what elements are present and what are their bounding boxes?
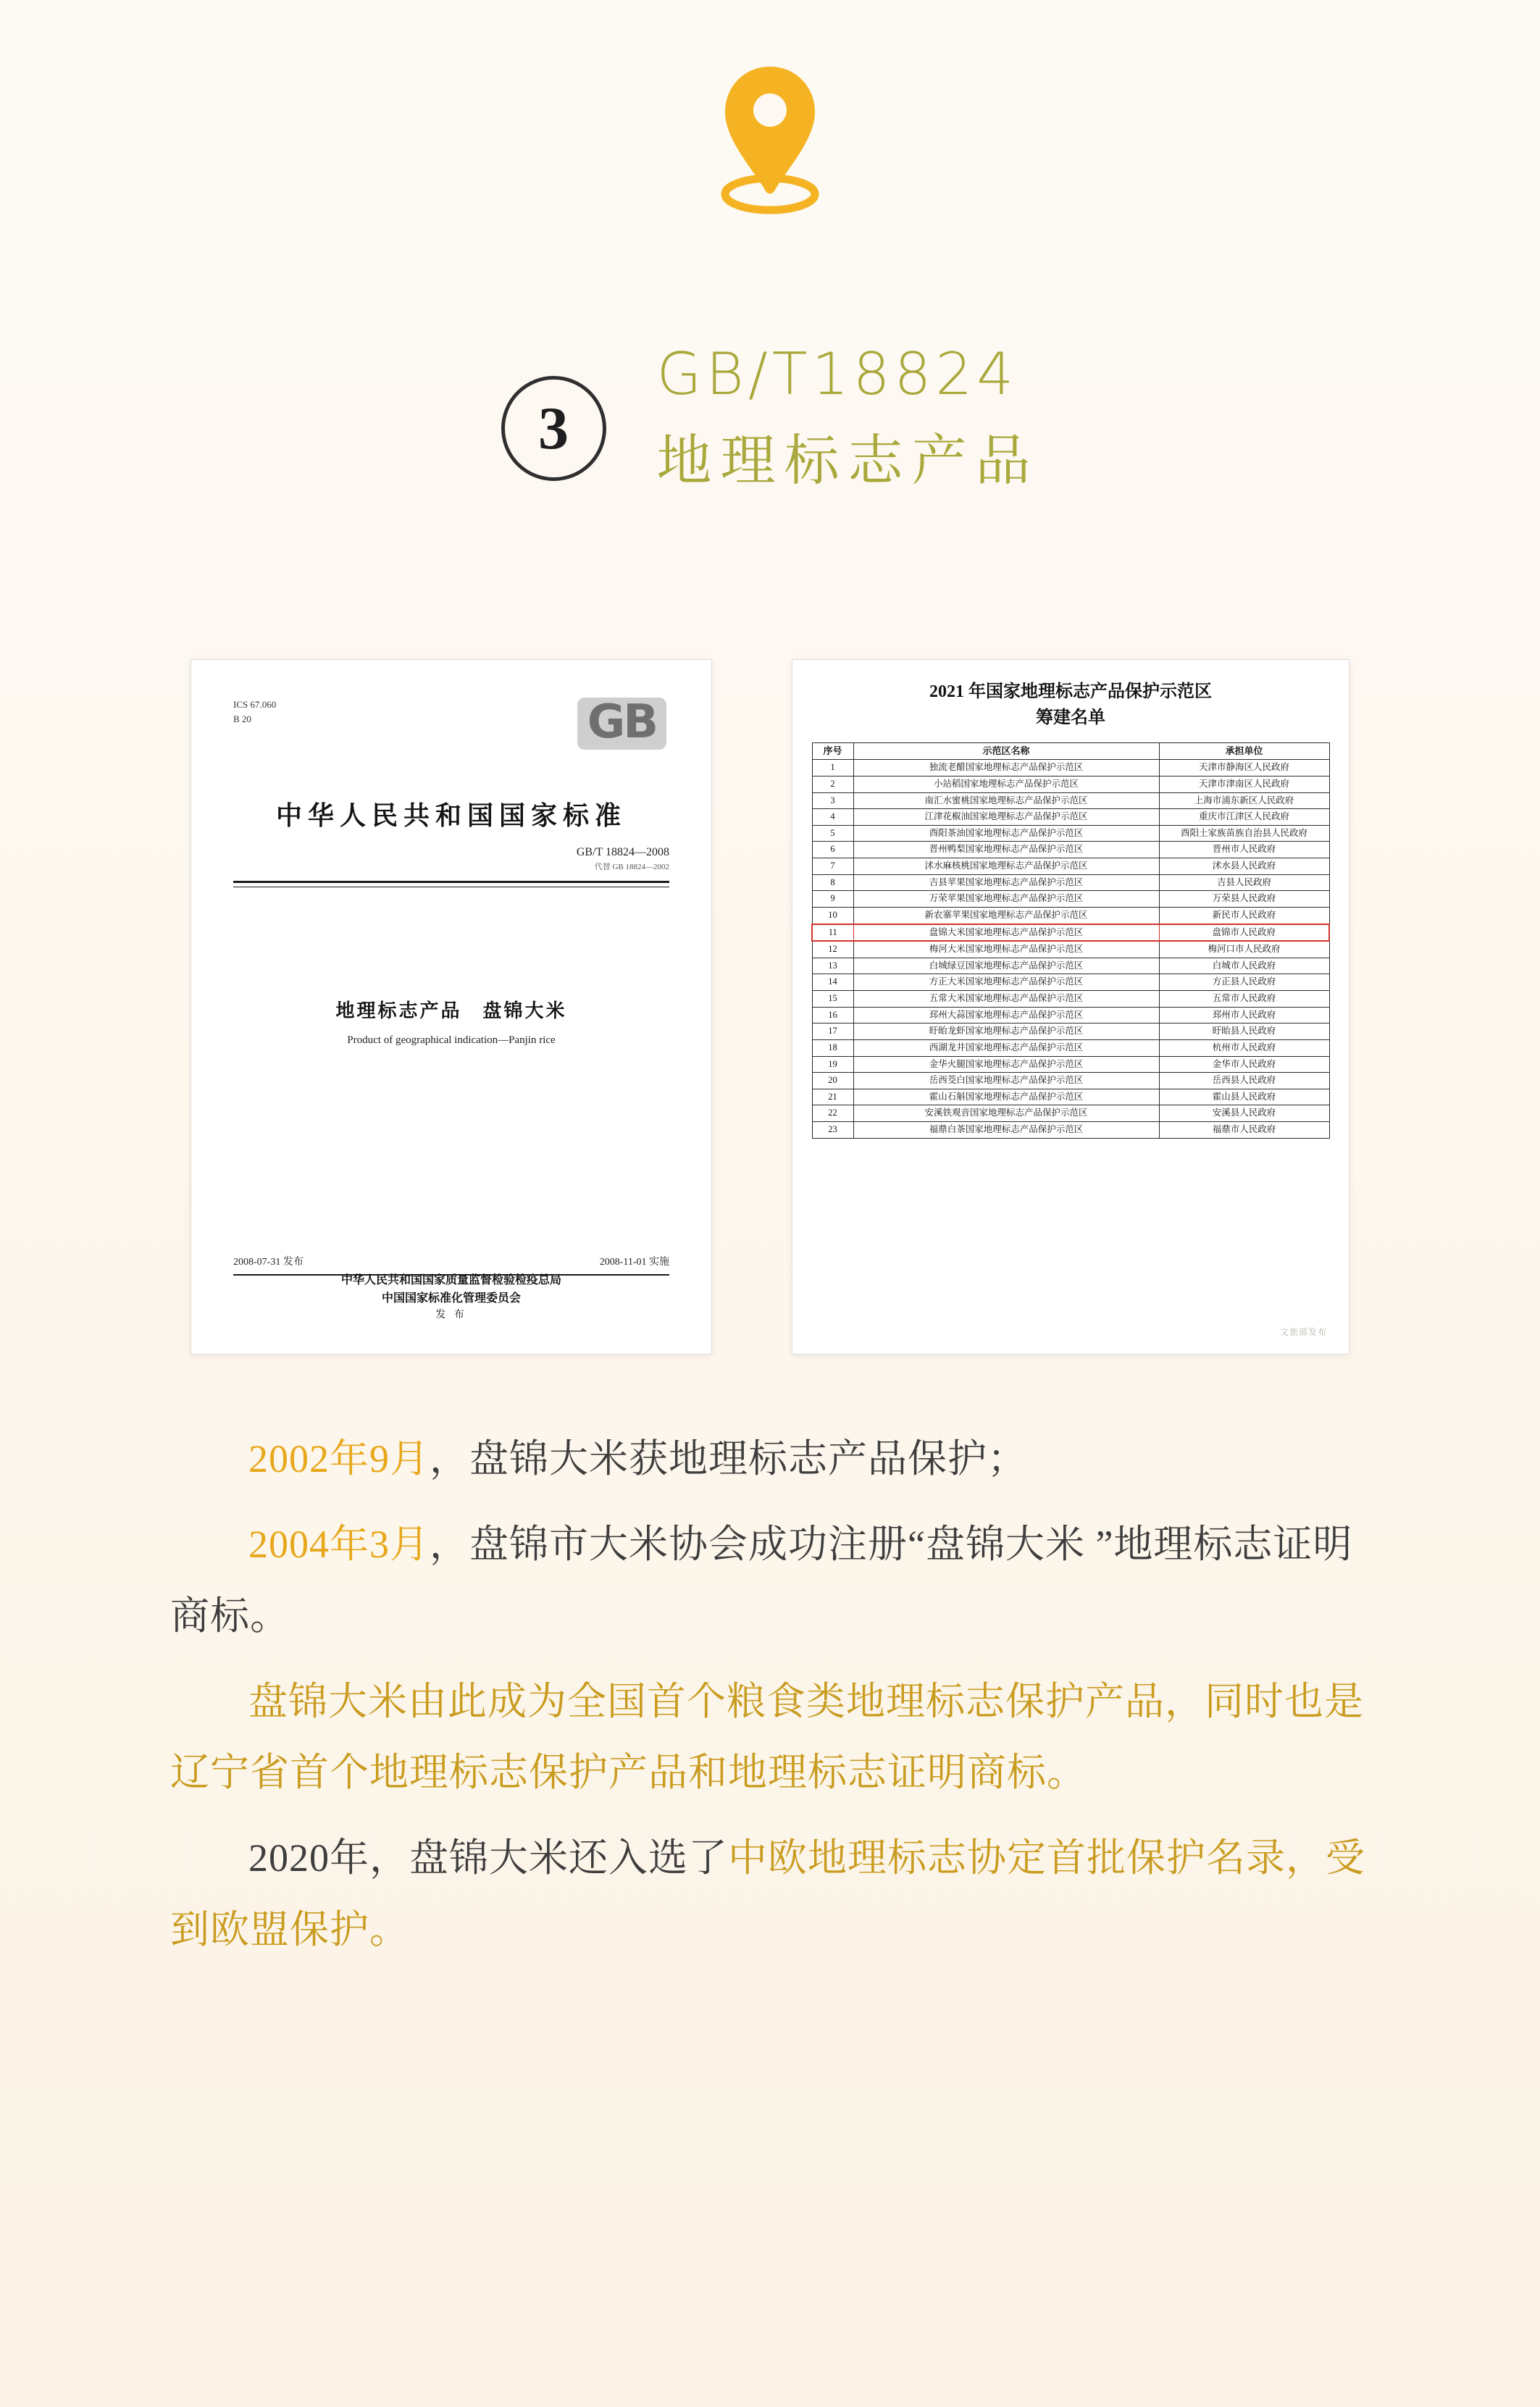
list-title-line2: 筹建名单 [1036,708,1105,727]
table-row [812,825,1329,842]
cell-unit: 天津市静海区人民政府 [1159,760,1329,776]
table-row [812,874,1329,891]
gb-issuer-line1: 中华人民共和国国家质量监督检验检疫总局 [340,1273,561,1286]
cell-no: 2 [812,776,853,792]
table-row [812,1007,1329,1024]
text-segment: 2004年3月 [248,1523,430,1567]
cell-zone-name: 南汇水蜜桃国家地理标志产品保护示范区 [853,792,1159,809]
cell-no: 20 [812,1073,853,1089]
cell-no: 5 [812,825,853,842]
cell-unit: 上海市浦东新区人民政府 [1159,792,1329,809]
cell-unit: 岳西县人民政府 [1159,1073,1329,1089]
column-header-unit: 承担单位 [1159,743,1329,760]
cell-unit: 福鼎市人民政府 [1159,1122,1329,1139]
table-row [812,1073,1329,1089]
cell-no: 14 [812,974,853,991]
table-row [812,858,1329,875]
table-row [812,974,1329,991]
text-segment: 2020年，盘锦大米还入选了 [248,1836,728,1880]
pin-icon-wrap [0,56,1540,238]
column-header-no: 序号 [812,743,853,760]
table-row [812,924,1329,942]
gb-logo: GB [577,698,666,750]
gb-product-title-en: Product of geographical indication—Panjin rice [347,1034,556,1046]
cell-no: 15 [812,991,853,1008]
cell-unit: 霍山县人民政府 [1159,1089,1329,1105]
gb-issuer-publish: 发 布 [435,1310,467,1321]
body-text [170,1423,1373,1980]
cell-no: 21 [812,1089,853,1105]
cell-unit: 万荣县人民政府 [1159,891,1329,908]
table-row [812,1024,1329,1040]
cell-unit: 重庆市江津区人民政府 [1159,809,1329,826]
documents-row [0,659,1540,1355]
cell-no: 11 [812,924,853,942]
text-segment: ，盘锦大米获地理标志产品保护； [430,1437,1027,1481]
gb-issuer-line2: 中国国家标准化管理委员会 [381,1292,521,1305]
zone-table-body [812,760,1329,1138]
cell-no: 10 [812,907,853,924]
table-row [812,958,1329,974]
cell-zone-name: 万荣苹果国家地理标志产品保护示范区 [853,891,1159,908]
cell-zone-name: 方正大米国家地理标志产品保护示范区 [853,974,1159,991]
gb-product-title: 地理标志产品 盘锦大米 [335,1000,567,1021]
column-header-zone-name: 示范区名称 [853,743,1159,760]
table-row [812,792,1329,809]
table-row [812,776,1329,792]
cell-zone-name: 酉阳茶油国家地理标志产品保护示范区 [853,825,1159,842]
demonstration-zone-list[interactable] [792,659,1349,1355]
cell-zone-name: 岳西茭白国家地理标志产品保护示范区 [853,1073,1159,1089]
cell-unit: 沭水县人民政府 [1159,858,1329,875]
body-paragraph [170,1666,1373,1809]
cell-unit: 晋州市人民政府 [1159,842,1329,858]
page-heading [0,340,1540,495]
cell-no: 8 [812,874,853,891]
list-watermark: 文旅部发布 [1279,1327,1327,1337]
title-standard-code: GB/T18824 [656,340,1018,408]
cell-no: 12 [812,941,853,958]
cell-unit: 梅河口市人民政府 [1159,941,1329,958]
cell-no: 18 [812,1039,853,1056]
cell-zone-name: 安溪铁观音国家地理标志产品保护示范区 [853,1105,1159,1122]
gb-code-replaces: 代替 GB 18824—2002 [594,863,669,871]
cell-no: 6 [812,842,853,858]
section-number: 3 [501,376,606,481]
table-row [812,1089,1329,1105]
body-paragraph [170,1423,1373,1494]
table-row [812,1105,1329,1122]
cell-unit: 吉县人民政府 [1159,874,1329,891]
cell-no: 13 [812,958,853,974]
cell-unit: 方正县人民政府 [1159,974,1329,991]
cell-zone-name: 梅河大米国家地理标志产品保护示范区 [853,941,1159,958]
cell-zone-name: 盘锦大米国家地理标志产品保护示范区 [853,924,1159,942]
table-row [812,891,1329,908]
cell-unit: 白城市人民政府 [1159,958,1329,974]
gb-standard-cover[interactable] [191,659,712,1355]
gb-standard-code [233,844,669,874]
table-row [812,991,1329,1008]
table-row [812,1122,1329,1139]
gb-issue-date: 2008-07-31 发布 [233,1257,304,1268]
cell-zone-name: 沭水麻核桃国家地理标志产品保护示范区 [853,858,1159,875]
cell-zone-name: 晋州鸭梨国家地理标志产品保护示范区 [853,842,1159,858]
cell-unit: 盘锦市人民政府 [1159,924,1329,942]
table-row [812,907,1329,924]
table-row [812,941,1329,958]
gb-national-standard-title: 中华人民共和国国家标准 [275,801,627,830]
cell-zone-name: 独流老醋国家地理标志产品保护示范区 [853,760,1159,776]
table-row [812,809,1329,826]
cell-no: 16 [812,1007,853,1024]
gb-issuer [191,1272,711,1323]
title-chinese: 地理标志产品 [656,431,1039,492]
cell-unit: 盱眙县人民政府 [1159,1024,1329,1040]
list-title-line1: 2021 年国家地理标志产品保护示范区 [929,682,1212,701]
gb-divider [233,881,669,887]
cell-unit: 杭州市人民政府 [1159,1039,1329,1056]
cell-zone-name: 新农寨苹果国家地理标志产品保护示范区 [853,907,1159,924]
text-segment: 2002年9月 [248,1437,430,1481]
cell-unit: 新民市人民政府 [1159,907,1329,924]
table-row [812,760,1329,776]
cell-unit: 酉阳土家族苗族自治县人民政府 [1159,825,1329,842]
text-segment: 中欧地理标志协定首批保护名录，受到欧盟保护。 [170,1836,1365,1951]
text-segment: ，盘锦市大米协会成功注册“盘锦大米 ”地理标志证明商标。 [170,1523,1353,1638]
cell-no: 22 [812,1105,853,1122]
table-row [812,1056,1329,1073]
cell-zone-name: 五常大米国家地理标志产品保护示范区 [853,991,1159,1008]
cell-no: 7 [812,858,853,875]
cell-zone-name: 吉县苹果国家地理标志产品保护示范区 [853,874,1159,891]
cell-zone-name: 白城绿豆国家地理标志产品保护示范区 [853,958,1159,974]
cell-no: 19 [812,1056,853,1073]
cell-zone-name: 邳州大蒜国家地理标志产品保护示范区 [853,1007,1159,1024]
cell-no: 17 [812,1024,853,1040]
cell-unit: 金华市人民政府 [1159,1056,1329,1073]
body-paragraph [170,1509,1373,1652]
cell-zone-name: 小站稻国家地理标志产品保护示范区 [853,776,1159,792]
cell-unit: 五常市人民政府 [1159,991,1329,1008]
cell-zone-name: 金华火腿国家地理标志产品保护示范区 [853,1056,1159,1073]
cell-unit: 天津市津南区人民政府 [1159,776,1329,792]
table-row [812,842,1329,858]
cell-zone-name: 江津花椒油国家地理标志产品保护示范区 [853,809,1159,826]
body-paragraph [170,1822,1373,1965]
table-header-row [812,743,1329,760]
cell-unit: 邳州市人民政府 [1159,1007,1329,1024]
cell-unit: 安溪县人民政府 [1159,1105,1329,1122]
gb-ics-code: ICS 67.060 B 20 [233,699,277,724]
list-title [811,679,1330,731]
cell-no: 3 [812,792,853,809]
location-pin-icon [712,56,828,238]
cell-no: 9 [812,891,853,908]
cell-zone-name: 西湖龙井国家地理标志产品保护示范区 [853,1039,1159,1056]
text-segment: 盘锦大米由此成为全国首个粮食类地理标志保护产品，同时也是辽宁省首个地理标志保护产品和地理标志证明商标。 [170,1679,1364,1795]
table-row [812,1039,1329,1056]
cell-zone-name: 盱眙龙虾国家地理标志产品保护示范区 [853,1024,1159,1040]
gb-effective-date: 2008-11-01 实施 [599,1257,669,1268]
gb-code-main: GB/T 18824—2008 [576,846,669,858]
gb-dates [233,1254,669,1268]
cell-no: 23 [812,1122,853,1139]
zone-table [811,742,1330,1139]
cell-no: 4 [812,809,853,826]
cell-no: 1 [812,760,853,776]
cell-zone-name: 福鼎白茶国家地理标志产品保护示范区 [853,1122,1159,1139]
cell-zone-name: 霍山石斛国家地理标志产品保护示范区 [853,1089,1159,1105]
